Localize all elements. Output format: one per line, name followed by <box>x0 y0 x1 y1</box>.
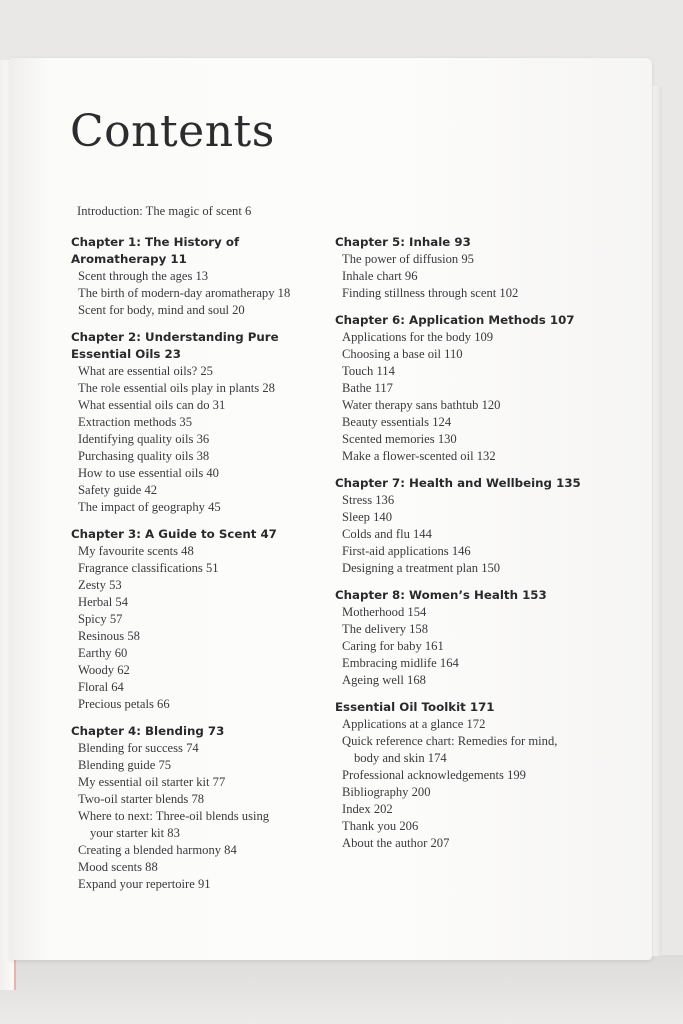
toc-entry: Creating a blended harmony 84 <box>78 843 237 857</box>
toc-chapter-heading: Essential Oils 23 <box>71 347 181 361</box>
toc-entry: The birth of modern-day aromatherapy 18 <box>78 286 291 300</box>
toc-entry: Touch 114 <box>342 364 395 378</box>
toc-entry: Designing a treatment plan 150 <box>342 561 501 575</box>
toc-entry: Herbal 54 <box>78 595 129 609</box>
toc-chapter-heading: Aromatherapy 11 <box>71 252 187 266</box>
toc-entry: Blending for success 74 <box>78 741 199 755</box>
toc-chapter-heading: Chapter 8: Women’s Health 153 <box>335 588 547 602</box>
toc-left-chapters <box>71 234 321 893</box>
toc-chapter-heading: Chapter 2: Understanding Pure <box>71 330 279 344</box>
page-title: Contents <box>70 106 275 157</box>
toc-chapter <box>335 587 610 689</box>
toc-entry: Expand your repertoire 91 <box>78 877 211 891</box>
toc-entry: Finding stillness through scent 102 <box>342 286 519 300</box>
toc-entry: body and skin 174 <box>354 751 447 765</box>
toc-entry: First-aid applications 146 <box>342 544 471 558</box>
toc-entry: Embracing midlife 164 <box>342 656 459 670</box>
toc-entry: How to use essential oils 40 <box>78 466 219 480</box>
toc-entry: Mood scents 88 <box>78 860 158 874</box>
toc-entry: Safety guide 42 <box>78 483 158 497</box>
toc-entry: My essential oil starter kit 77 <box>78 775 226 789</box>
toc-entry: Resinous 58 <box>78 629 140 643</box>
toc-entry: Where to next: Three-oil blends using <box>78 809 270 823</box>
toc-entry: Applications for the body 109 <box>342 330 494 344</box>
toc-entry: Zesty 53 <box>78 578 122 592</box>
toc-entry: Earthy 60 <box>78 646 128 660</box>
toc-entry: Inhale chart 96 <box>342 269 418 283</box>
toc-entry: Fragrance classifications 51 <box>78 561 219 575</box>
toc-entry: The power of diffusion 95 <box>342 252 474 266</box>
toc-entry: Make a flower-scented oil 132 <box>342 449 496 463</box>
toc-introduction: Introduction: The magic of scent 6 <box>77 204 252 218</box>
toc-entry: Scent for body, mind and soul 20 <box>78 303 245 317</box>
toc-entry: Motherhood 154 <box>342 605 427 619</box>
toc-entry: Scent through the ages 13 <box>78 269 209 283</box>
toc-entry: Quick reference chart: Remedies for mind, <box>342 734 558 748</box>
toc-chapter <box>71 723 321 893</box>
toc-column-right <box>335 234 610 862</box>
toc-entry: Extraction methods 35 <box>78 415 193 429</box>
toc-chapter-heading: Essential Oil Toolkit 171 <box>335 700 495 714</box>
toc-entry: Caring for baby 161 <box>342 639 444 653</box>
toc-entry: Precious petals 66 <box>78 697 170 711</box>
toc-entry: your starter kit 83 <box>90 826 180 840</box>
toc-chapter <box>71 526 321 713</box>
toc-chapter <box>335 234 610 302</box>
toc-entry: Applications at a glance 172 <box>342 717 486 731</box>
toc-entry: Choosing a base oil 110 <box>342 347 463 361</box>
toc-chapter <box>71 234 321 319</box>
toc-entry: Blending guide 75 <box>78 758 172 772</box>
toc-entry: Floral 64 <box>78 680 124 694</box>
toc-chapter <box>335 475 610 577</box>
toc-chapter <box>71 329 321 516</box>
toc-entry: Identifying quality oils 36 <box>78 432 210 446</box>
toc-column-left <box>71 203 321 903</box>
toc-entry: My favourite scents 48 <box>78 544 194 558</box>
toc-entry: Scented memories 130 <box>342 432 457 446</box>
toc-chapter-heading: Chapter 6: Application Methods 107 <box>335 313 575 327</box>
toc-entry: Ageing well 168 <box>342 673 426 687</box>
toc-entry: What are essential oils? 25 <box>78 364 213 378</box>
toc-entry: Two-oil starter blends 78 <box>78 792 205 806</box>
toc-entry: About the author 207 <box>342 836 450 850</box>
toc-right-chapters <box>335 234 610 852</box>
toc-entry: Bibliography 200 <box>342 785 431 799</box>
toc-chapter-heading: Chapter 3: A Guide to Scent 47 <box>71 527 277 541</box>
toc-entry: Sleep 140 <box>342 510 393 524</box>
table-surface <box>0 955 683 1024</box>
toc-entry: Index 202 <box>342 802 393 816</box>
toc-entry: Colds and flu 144 <box>342 527 432 541</box>
toc-entry: Water therapy sans bathtub 120 <box>342 398 501 412</box>
toc-entry: The role essential oils play in plants 28 <box>78 381 275 395</box>
toc-entry: Thank you 206 <box>342 819 419 833</box>
toc-entry: Beauty essentials 124 <box>342 415 452 429</box>
toc-chapter-heading: Chapter 4: Blending 73 <box>71 724 225 738</box>
toc-entry: Stress 136 <box>342 493 395 507</box>
toc-entry: What essential oils can do 31 <box>78 398 226 412</box>
toc-entry: Spicy 57 <box>78 612 123 626</box>
toc-entry: Purchasing quality oils 38 <box>78 449 210 463</box>
toc-chapter-heading: Chapter 1: The History of <box>71 235 240 249</box>
toc-entry: Professional acknowledgements 199 <box>342 768 526 782</box>
toc-chapter <box>335 312 610 465</box>
toc-entry: Bathe 117 <box>342 381 393 395</box>
toc-entry: The delivery 158 <box>342 622 429 636</box>
toc-chapter <box>335 699 610 852</box>
toc-entry: The impact of geography 45 <box>78 500 221 514</box>
toc-chapter-heading: Chapter 7: Health and Wellbeing 135 <box>335 476 581 490</box>
toc-entry: Woody 62 <box>78 663 130 677</box>
toc-chapter-heading: Chapter 5: Inhale 93 <box>335 235 471 249</box>
